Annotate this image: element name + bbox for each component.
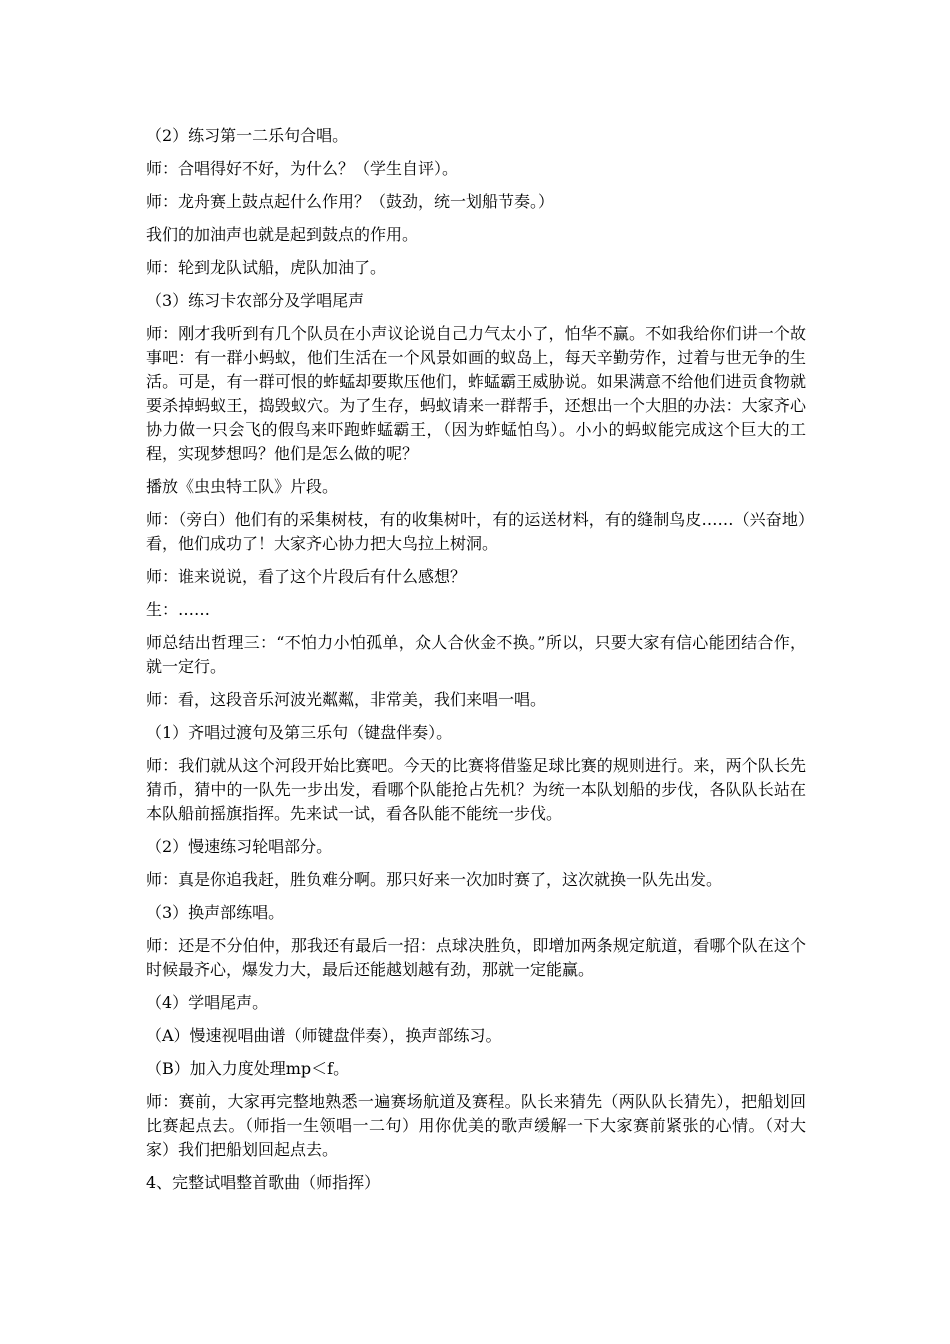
document-body	[146, 124, 806, 1204]
paragraph: 师：刚才我听到有几个队员在小声议论说自己力气太小了，怕华不赢。不如我给你们讲一个故事吧：有一群小蚂蚁，他们生活在一个风景如画的蚁岛上，每天辛勤劳作，过着与世无争的生活。可是，有一群可恨的蚱蜢却要欺压他们，蚱蜢霸王威胁说。如果满意不给他们进贡食物就要杀掉蚂蚁王，捣毁蚁穴。为了生存，蚂蚁请来一群帮手，还想出一个大胆的办法：大家齐心协力做一只会飞的假鸟来吓跑蚱蜢霸王，（因为蚱蜢怕鸟）。小小的蚂蚁能完成这个巨大的工程，实现梦想吗？他们是怎么做的呢？	[146, 324, 806, 463]
paragraph: （B）加入力度处理mp＜f。	[146, 1059, 350, 1078]
paragraph: （A）慢速视唱曲谱（师键盘伴奏），换声部练习。	[146, 1026, 502, 1045]
paragraph: 师：真是你追我赶，胜负难分啊。那只好来一次加时赛了，这次就换一队先出发。	[146, 870, 723, 889]
paragraph: 我们的加油声也就是起到鼓点的作用。	[146, 225, 419, 244]
paragraph: （1）齐唱过渡句及第三乐句（键盘伴奏）。	[146, 723, 453, 742]
paragraph: 师：合唱得好不好，为什么？（学生自评）。	[146, 159, 459, 178]
paragraph: 师：我们就从这个河段开始比赛吧。今天的比赛将借鉴足球比赛的规则进行。来，两个队长先猜币，猜中的一队先一步出发，看哪个队能抢占先机？为统一本队划船的步伐，各队队长站在本队船前摇旗指挥。先来试一试，看各队能不能统一步伐。	[146, 756, 806, 823]
paragraph: （2）慢速练习轮唱部分。	[146, 837, 333, 856]
paragraph: （2）练习第一二乐句合唱。	[146, 126, 349, 145]
paragraph: 师：还是不分伯仲，那我还有最后一招：点球决胜负，即增加两条规定航道，看哪个队在这个时候最齐心，爆发力大，最后还能越划越有劲，那就一定能赢。	[146, 936, 806, 979]
paragraph: （4）学唱尾声。	[146, 993, 269, 1012]
paragraph: 师：轮到龙队试船，虎队加油了。	[146, 258, 387, 277]
paragraph: （3）练习卡农部分及学唱尾声	[146, 291, 365, 310]
paragraph: 播放《虫虫特工队》片段。	[146, 477, 339, 496]
paragraph: （3）换声部练唱。	[146, 903, 285, 922]
paragraph: 师总结出哲理三：“不怕力小怕孤单，众人合伙金不换。”所以，只要大家有信心能团结合作，就一定行。	[146, 633, 806, 676]
paragraph: 4、完整试唱整首歌曲（师指挥）	[146, 1173, 381, 1192]
paragraph: 师：谁来说说，看了这个片段后有什么感想？	[146, 567, 467, 586]
paragraph: 师：龙舟赛上鼓点起什么作用？（鼓劲，统一划船节奏。）	[146, 192, 555, 211]
paragraph: 师：赛前，大家再完整地熟悉一遍赛场航道及赛程。队长来猜先（两队队长猜先），把船划回比赛起点去。（师指一生领唱一二句）用你优美的歌声缓解一下大家赛前紧张的心情。（对大家）我们把船划回起点去。	[146, 1092, 806, 1159]
paragraph: 师：（旁白）他们有的采集树枝，有的收集树叶，有的运送材料，有的缝制鸟皮……（兴奋地）看，他们成功了！大家齐心协力把大鸟拉上树洞。	[146, 510, 806, 553]
paragraph: 生：……	[146, 600, 211, 619]
paragraph: 师：看，这段音乐河波光粼粼，非常美，我们来唱一唱。	[146, 690, 547, 709]
